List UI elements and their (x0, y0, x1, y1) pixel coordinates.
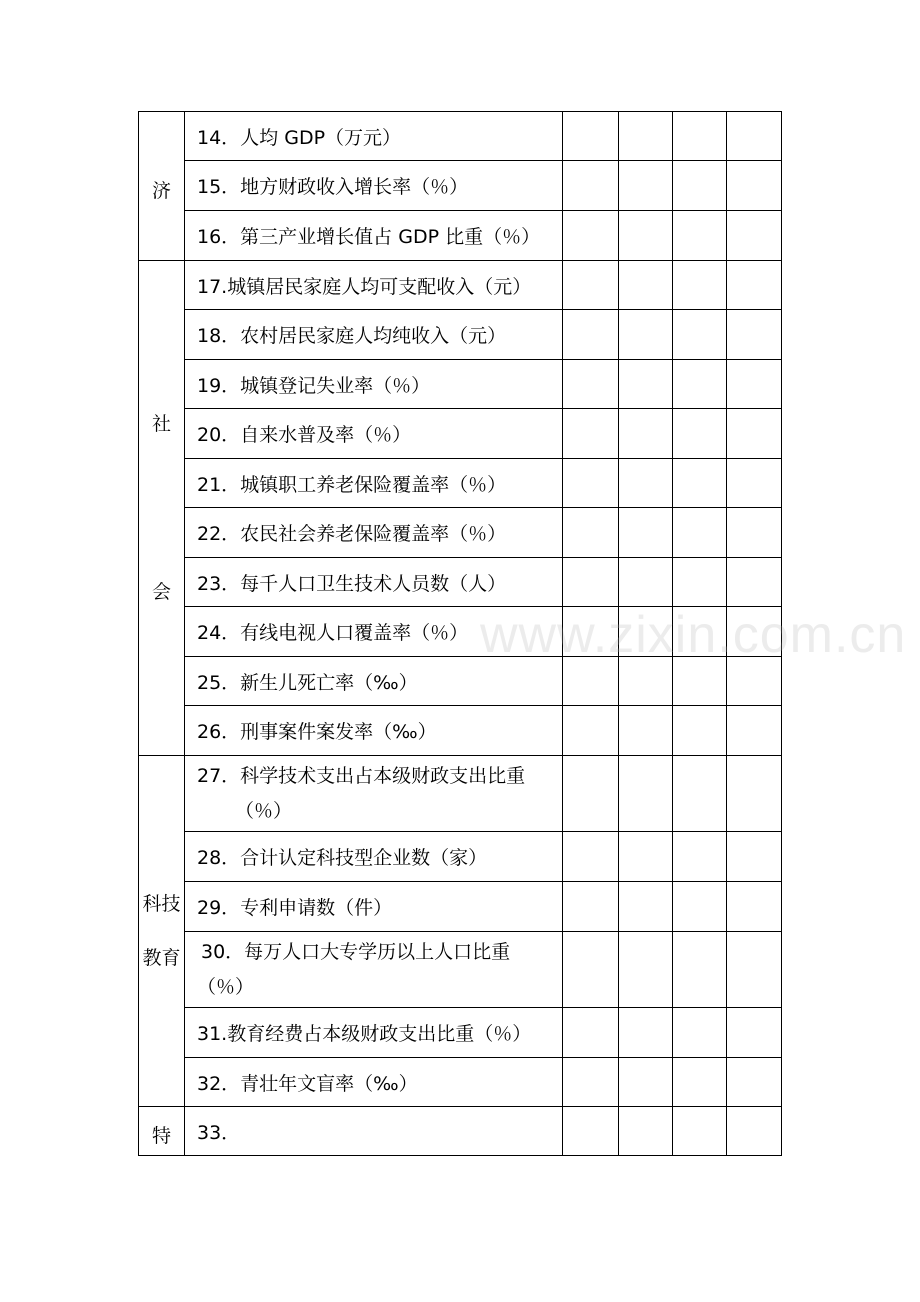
value-cell[interactable] (619, 932, 673, 1008)
value-cell[interactable] (727, 882, 782, 932)
value-cell[interactable] (673, 706, 727, 756)
indicator-label: 33． (185, 1107, 563, 1156)
value-cell[interactable] (727, 832, 782, 882)
category-society-char-1: 社 (151, 412, 171, 435)
value-cell[interactable] (619, 1008, 673, 1058)
watermark: www.zixin.com.cn (480, 606, 907, 664)
value-cell[interactable] (673, 508, 727, 558)
value-cell[interactable] (673, 161, 727, 211)
value-cell[interactable] (619, 1107, 673, 1156)
category-scitech-line-2: 教育 (142, 947, 181, 969)
value-cell[interactable] (563, 756, 619, 832)
value-cell[interactable] (673, 932, 727, 1008)
indicator-label: 25．新生儿死亡率（‰） (185, 657, 563, 706)
value-cell[interactable] (673, 1107, 727, 1156)
indicator-label: 17.城镇居民家庭人均可支配收入（元） (185, 261, 563, 310)
indicator-label: 21．城镇职工养老保险覆盖率（％） (185, 459, 563, 508)
category-special: 特 (139, 1107, 185, 1156)
value-cell[interactable] (727, 409, 782, 459)
value-cell[interactable] (563, 310, 619, 360)
category-society-char-2: 会 (151, 581, 171, 603)
value-cell[interactable] (619, 657, 673, 706)
value-cell[interactable] (619, 261, 673, 310)
indicator-label: 28．合计认定科技型企业数（家） (185, 832, 563, 882)
indicator-label: 31.教育经费占本级财政支出比重（％） (185, 1008, 563, 1058)
value-cell[interactable] (673, 112, 727, 161)
indicator-label: 32．青壮年文盲率（‰） (185, 1058, 563, 1107)
value-cell[interactable] (727, 706, 782, 756)
value-cell[interactable] (727, 657, 782, 706)
value-cell[interactable] (619, 508, 673, 558)
value-cell[interactable] (619, 558, 673, 607)
value-cell[interactable] (563, 161, 619, 211)
value-cell[interactable] (619, 832, 673, 882)
value-cell[interactable] (563, 706, 619, 756)
value-cell[interactable] (673, 832, 727, 882)
indicator-label: 19．城镇登记失业率（％） (185, 360, 563, 409)
value-cell[interactable] (563, 558, 619, 607)
indicator-label-continued: （％） (197, 975, 255, 998)
value-cell[interactable] (673, 261, 727, 310)
value-cell[interactable] (727, 161, 782, 211)
value-cell[interactable] (673, 310, 727, 360)
indicator-label: 23．每千人口卫生技术人员数（人） (185, 558, 563, 607)
value-cell[interactable] (619, 706, 673, 756)
value-cell[interactable] (563, 112, 619, 161)
value-cell[interactable] (727, 508, 782, 558)
value-cell[interactable] (673, 882, 727, 932)
value-cell[interactable] (563, 409, 619, 459)
category-scitech (139, 756, 185, 1107)
indicator-label: 30．每万人口大专学历以上人口比重 (201, 940, 511, 963)
value-cell[interactable] (673, 558, 727, 607)
value-cell[interactable] (727, 756, 782, 832)
value-cell[interactable] (673, 360, 727, 409)
value-cell[interactable] (563, 932, 619, 1008)
value-cell[interactable] (673, 756, 727, 832)
value-cell[interactable] (727, 607, 782, 657)
indicator-label: 14．人均 GDP（万元） (185, 112, 563, 161)
value-cell[interactable] (727, 1058, 782, 1107)
value-cell[interactable] (619, 409, 673, 459)
value-cell[interactable] (727, 360, 782, 409)
value-cell[interactable] (563, 508, 619, 558)
category-society (139, 261, 185, 756)
value-cell[interactable] (563, 882, 619, 932)
value-cell[interactable] (727, 932, 782, 1008)
value-cell[interactable] (727, 211, 782, 261)
value-cell[interactable] (727, 112, 782, 161)
value-cell[interactable] (563, 1058, 619, 1107)
indicator-label-multiline (185, 756, 563, 832)
value-cell[interactable] (563, 1008, 619, 1058)
value-cell[interactable] (673, 459, 727, 508)
value-cell[interactable] (619, 360, 673, 409)
category-scitech-line-1: 科技 (142, 892, 181, 915)
value-cell[interactable] (619, 161, 673, 211)
value-cell[interactable] (563, 607, 619, 657)
value-cell[interactable] (673, 657, 727, 706)
value-cell[interactable] (727, 459, 782, 508)
value-cell[interactable] (619, 607, 673, 657)
value-cell[interactable] (619, 459, 673, 508)
value-cell[interactable] (727, 261, 782, 310)
value-cell[interactable] (563, 459, 619, 508)
value-cell[interactable] (619, 1058, 673, 1107)
value-cell[interactable] (673, 1058, 727, 1107)
value-cell[interactable] (727, 558, 782, 607)
indicator-label: 15．地方财政收入增长率（％） (185, 161, 563, 211)
value-cell[interactable] (673, 409, 727, 459)
indicator-table (138, 111, 782, 1156)
value-cell[interactable] (619, 310, 673, 360)
value-cell[interactable] (563, 657, 619, 706)
value-cell[interactable] (563, 261, 619, 310)
value-cell[interactable] (673, 1008, 727, 1058)
value-cell[interactable] (619, 756, 673, 832)
indicator-label: 26．刑事案件案发率（‰） (185, 706, 563, 756)
indicator-label: 24．有线电视人口覆盖率（％） (185, 607, 563, 657)
value-cell[interactable] (563, 1107, 619, 1156)
value-cell[interactable] (619, 211, 673, 261)
value-cell[interactable] (673, 211, 727, 261)
indicator-label: 16．第三产业增长值占 GDP 比重（％） (185, 211, 563, 261)
value-cell[interactable] (563, 360, 619, 409)
category-economy: 济 (139, 112, 185, 261)
indicator-label: 22．农民社会养老保险覆盖率（％） (185, 508, 563, 558)
indicator-label: 27．科学技术支出占本级财政支出比重 (197, 764, 526, 787)
indicator-label: 18．农村居民家庭人均纯收入（元） (185, 310, 563, 360)
value-cell[interactable] (563, 832, 619, 882)
value-cell[interactable] (727, 310, 782, 360)
value-cell[interactable] (727, 1008, 782, 1058)
value-cell[interactable] (727, 1107, 782, 1156)
indicator-label-continued: （％） (235, 799, 293, 822)
indicator-label: 20．自来水普及率（％） (185, 409, 563, 459)
indicator-label: 29．专利申请数（件） (185, 882, 563, 932)
value-cell[interactable] (673, 607, 727, 657)
value-cell[interactable] (619, 112, 673, 161)
value-cell[interactable] (619, 882, 673, 932)
indicator-label-multiline (185, 932, 563, 1008)
value-cell[interactable] (563, 211, 619, 261)
